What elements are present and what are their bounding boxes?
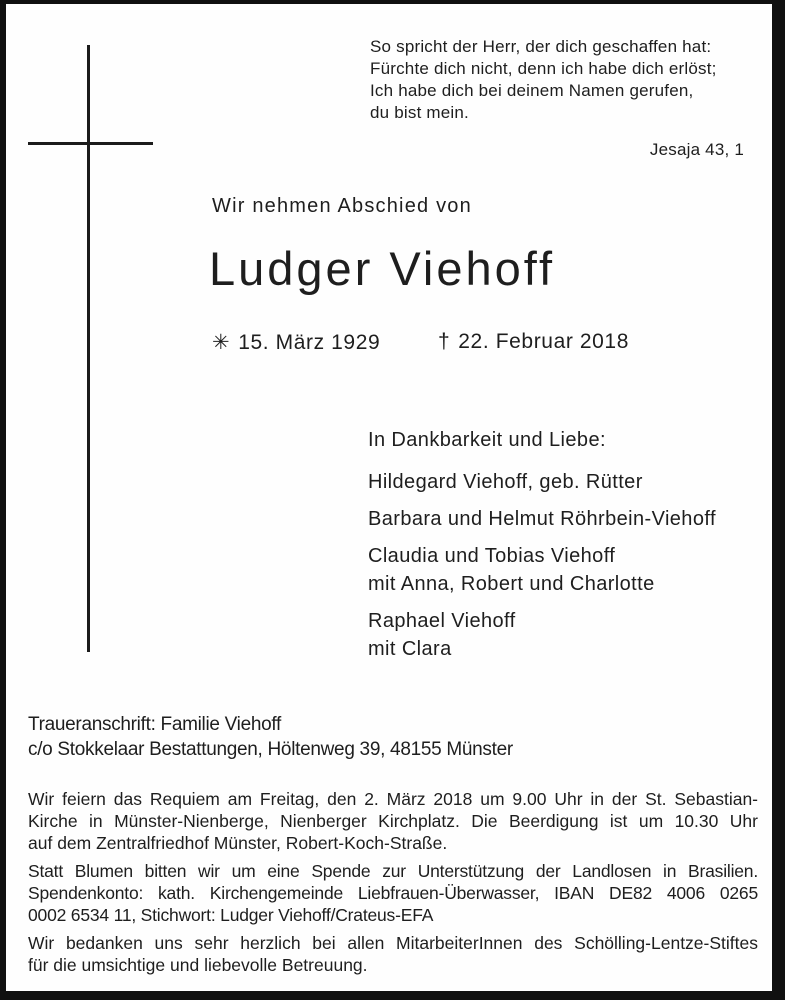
death-date bbox=[438, 330, 629, 354]
quote-line: Ich habe dich bei deinem Namen gerufen, bbox=[370, 81, 694, 100]
death-date-text: 22. Februar 2018 bbox=[458, 330, 629, 353]
service-line: Kirche in Münster-Nienberge, Nienberger Kirchplatz. Die Beerdigung ist um 10.30 Uhr bbox=[28, 811, 758, 831]
address-line: Traueranschrift: Familie Viehoff bbox=[28, 714, 281, 735]
quote-line: Fürchte dich nicht, denn ich habe dich erlöst; bbox=[370, 59, 717, 78]
service-line: Wir feiern das Requiem am Freitag, den 2. März 2018 um 9.00 Uhr in der St. Sebastian- bbox=[28, 789, 758, 809]
service-info bbox=[28, 788, 758, 854]
mourner-entry bbox=[368, 468, 768, 496]
tribute-heading: In Dankbarkeit und Liebe: bbox=[368, 429, 606, 451]
birth-date-text: 15. März 1929 bbox=[238, 331, 381, 354]
donation-line: Spendenkonto: kath. Kirchengemeinde Liebfrauen-Überwasser, IBAN DE82 4006 0265 bbox=[28, 883, 758, 903]
mourner-entry bbox=[368, 607, 768, 663]
life-dates bbox=[212, 330, 692, 355]
address-line: c/o Stokkelaar Bestattungen, Höltenweg 39, 48155 Münster bbox=[28, 739, 513, 760]
mourning-address bbox=[28, 712, 758, 762]
cross-vertical-beam bbox=[87, 45, 90, 652]
mourner-entry bbox=[368, 542, 768, 598]
mourner-line: mit Anna, Robert und Charlotte bbox=[368, 573, 655, 595]
frame-bottom-border bbox=[0, 991, 785, 1000]
birth-date bbox=[212, 331, 380, 354]
mourner-line: mit Clara bbox=[368, 638, 452, 660]
mourner-line: Raphael Viehoff bbox=[368, 610, 516, 632]
quote-attribution: Jesaja 43, 1 bbox=[649, 140, 744, 159]
birth-star-icon: ✳ bbox=[212, 331, 231, 354]
mourner-entry bbox=[368, 505, 768, 533]
frame-top-border bbox=[0, 0, 785, 4]
donation-info bbox=[28, 860, 758, 926]
mourner-line: Claudia und Tobias Viehoff bbox=[368, 545, 616, 567]
tribute-section bbox=[368, 426, 768, 672]
thanks-note bbox=[28, 932, 758, 976]
quote-line: du bist mein. bbox=[370, 103, 469, 122]
scripture-quote bbox=[370, 36, 746, 161]
cross-horizontal-beam bbox=[28, 142, 153, 145]
frame-right-border bbox=[772, 0, 785, 1000]
thanks-line: Wir bedanken uns sehr herzlich bei allen MitarbeiterInnen des Schölling-Lentze-Stiftes bbox=[28, 933, 758, 953]
mourner-line: Barbara und Helmut Röhrbein-Viehoff bbox=[368, 508, 716, 530]
donation-line: 0002 6534 11, Stichwort: Ludger Viehoff/Crateus-EFA bbox=[28, 905, 434, 925]
intro-text: Wir nehmen Abschied von bbox=[212, 195, 472, 217]
death-cross-icon: † bbox=[438, 330, 451, 353]
thanks-line: für die umsichtige und liebevolle Betreuung. bbox=[28, 955, 368, 975]
service-line: auf dem Zentralfriedhof Münster, Robert-Koch-Straße. bbox=[28, 833, 448, 853]
quote-line: So spricht der Herr, der dich geschaffen hat: bbox=[370, 37, 712, 56]
mourner-line: Hildegard Viehoff, geb. Rütter bbox=[368, 471, 643, 493]
deceased-name: Ludger Viehoff bbox=[209, 242, 556, 295]
frame-left-border bbox=[0, 3, 6, 1000]
donation-line: Statt Blumen bitten wir um eine Spende zur Unterstützung der Landlosen in Brasilien. bbox=[28, 861, 758, 881]
